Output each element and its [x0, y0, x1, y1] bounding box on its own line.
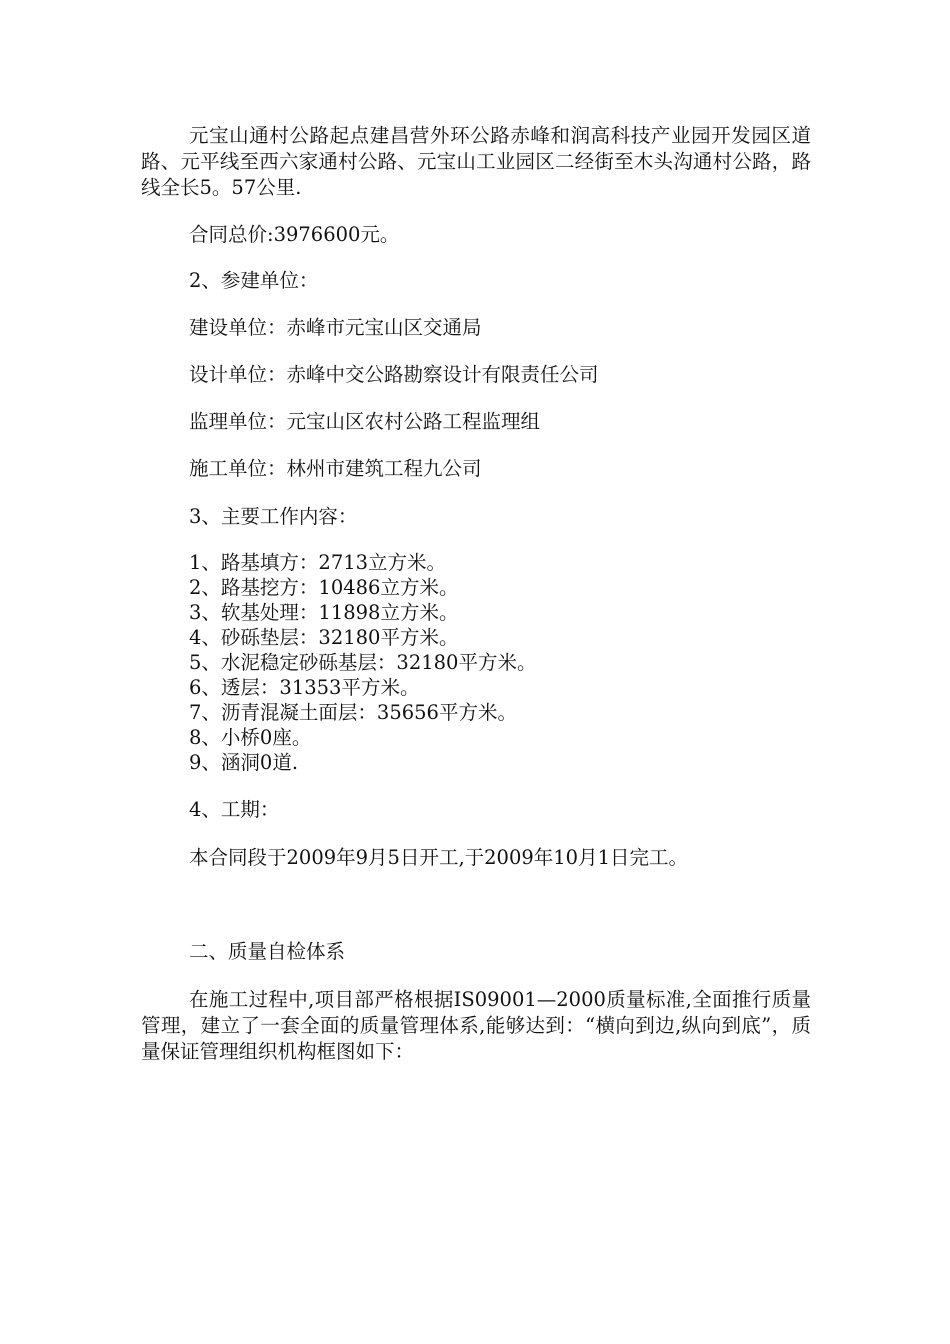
list-item: 6、透层：31353平方米。: [189, 676, 420, 699]
design-unit: 设计单位：赤峰中交公路勘察设计有限责任公司: [189, 363, 599, 386]
supervision-unit: 监理单位：元宝山区农村公路工程监理组: [189, 410, 541, 433]
list-item: 8、小桥0座。: [189, 726, 312, 749]
section-4-heading: 4、工期：: [189, 798, 280, 821]
construction-unit: 建设单位：赤峰市元宝山区交通局: [189, 316, 482, 339]
list-item: 7、沥青混凝土面层：35656平方米。: [189, 701, 517, 724]
work-items-list: [189, 550, 536, 775]
contract-price: 合同总价:3976600元。: [189, 223, 400, 246]
intro-paragraph: 元宝山通村公路起点建昌营外环公路赤峰和润高科技产业园开发园区道路、元平线至西六家通村公路、元宝山工业园区二经街至木头沟通村公路，路线全长5。57公里.: [141, 124, 811, 199]
list-item: 3、软基处理：11898立方米。: [189, 601, 459, 624]
list-item: 9、涵洞0道.: [189, 751, 299, 774]
quality-paragraph: 在施工过程中,项目部严格根据IS09001—2000质量标准,全面推行质量管理，建立了一套全面的质量管理体系,能够达到：“横向到边,纵向到底”，质量保证管理组织机构框图如下：: [141, 988, 811, 1063]
contractor-unit: 施工单位：林州市建筑工程九公司: [189, 457, 482, 480]
list-item: 5、水泥稳定砂砾基层：32180平方米。: [189, 651, 537, 674]
list-item: 1、路基填方：2713立方米。: [189, 551, 447, 574]
list-item: 4、砂砾垫层：32180平方米。: [189, 626, 459, 649]
section-3-heading: 3、主要工作内容：: [189, 505, 358, 528]
list-item: 2、路基挖方：10486立方米。: [189, 576, 459, 599]
schedule-text: 本合同段于2009年9月5日开工,于2009年10月1日完工。: [189, 846, 688, 869]
section-2-heading: 2、参建单位：: [189, 269, 319, 292]
quality-heading: 二、质量自检体系: [189, 940, 346, 963]
